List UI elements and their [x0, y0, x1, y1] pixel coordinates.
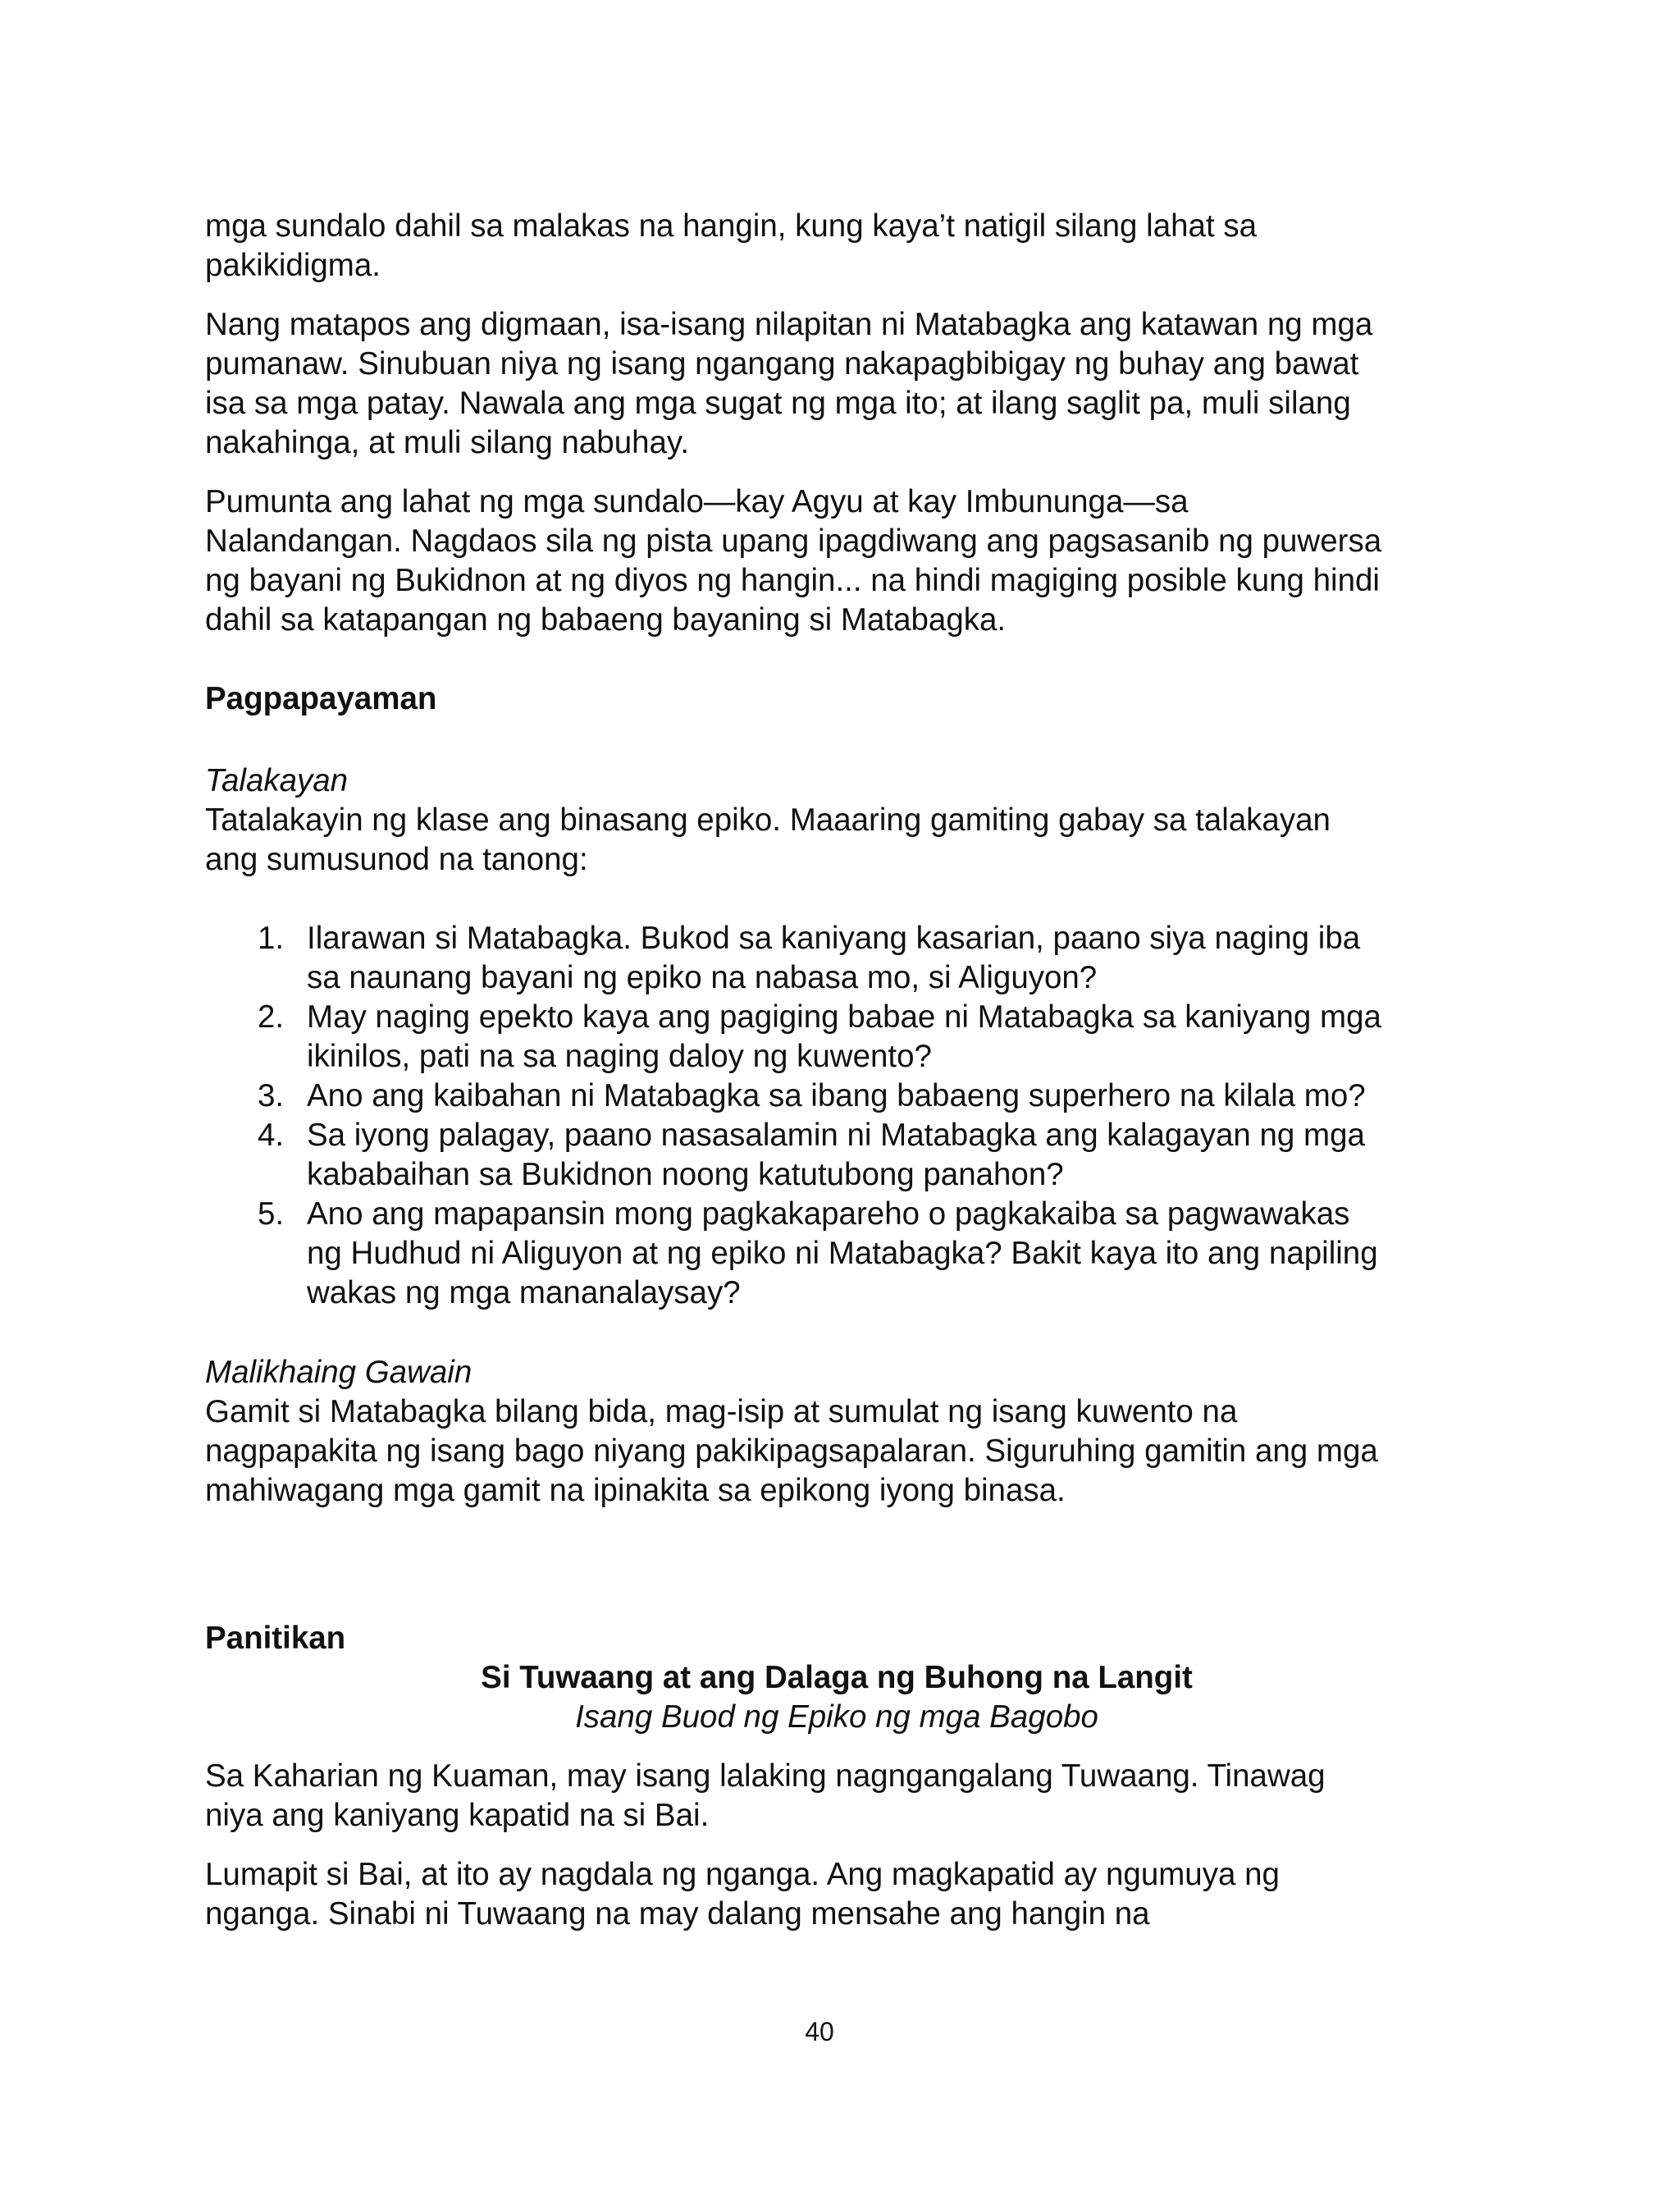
list-number: 4. — [258, 1118, 285, 1153]
story-title: Si Tuwaang at ang Dalaga ng Buhong na Langit — [481, 1660, 1193, 1695]
question-text: May naging epekto kaya ang pagiging babae ni Matabagka sa kaniyang mga ikinilos, pati na sa naging daloy ng kuwento? — [307, 999, 1381, 1074]
question-text: Ilarawan si Matabagka. Bukod sa kaniyang kasarian, paano siya naging iba sa naunang bayani ng epiko na nabasa mo, si Aliguyon? — [307, 921, 1361, 995]
body-paragraph: Sa Kaharian ng Kuaman, may isang lalaking nagngangalang Tuwaang. Tinawag niya ang kaniyang kapatid na si Bai. — [205, 1758, 1326, 1833]
body-paragraph: mga sundalo dahil sa malakas na hangin, kung kaya’t natigil silang lahat sa pakikidigma. — [205, 208, 1258, 283]
section-heading-panitikan: Panitikan — [205, 1621, 346, 1656]
list-item — [258, 998, 1386, 1077]
story-subtitle: Isang Buod ng Epiko ng mga Bagobo — [575, 1699, 1098, 1735]
list-item — [258, 1077, 1386, 1116]
list-item — [258, 1116, 1386, 1195]
subheading-talakayan: Talakayan — [205, 763, 349, 798]
talakayan-intro: Tatalakayin ng klase ang binasang epiko. Maaaring gamiting gabay sa talakayan ang sumusunod na tanong: — [205, 802, 1331, 877]
section-heading-pagpapayaman: Pagpapayaman — [205, 681, 437, 716]
body-paragraph: Lumapit si Bai, at ito ay nagdala ng nganga. Ang magkapatid ay ngumuya ng nganga. Sinabi ni Tuwaang na may dalang mensahe ang hangin na — [205, 1857, 1280, 1932]
question-text: Ano ang kaibahan ni Matabagka sa ibang babaeng superhero na kilala mo? — [307, 1078, 1366, 1113]
list-item — [258, 1195, 1386, 1313]
discussion-question-list — [205, 919, 1386, 1313]
body-paragraph: Pumunta ang lahat ng mga sundalo—kay Agyu at kay Imbununga—sa Nalandangan. Nagdaos sila ng pista upang ipagdiwang ang pagsasanib ng puwersa ng bayani ng Bukidnon at ng diyos ng hangin... na hindi magiging posible kung hindi dahil sa katapangan ng babaeng bayaning si Matabagka. — [205, 484, 1382, 638]
list-item — [258, 919, 1386, 998]
list-number: 5. — [258, 1196, 285, 1232]
list-number: 1. — [258, 921, 285, 956]
subheading-malikhaing-gawain: Malikhaing Gawain — [205, 1355, 472, 1390]
gawain-text: Gamit si Matabagka bilang bida, mag-isip at sumulat ng isang kuwento na nagpapakita ng isang bago niyang pakikipagsapalaran. Siguruhing gamitin ang mga mahiwagang mga gamit na ipinakita sa epikong iyong binasa. — [205, 1394, 1378, 1508]
question-text: Sa iyong palagay, paano nasasalamin ni Matabagka ang kalagayan ng mga kababaihan sa Bukidnon noong katutubong panahon? — [307, 1118, 1365, 1192]
list-number: 2. — [258, 999, 285, 1035]
body-paragraph: Nang matapos ang digmaan, isa-isang nilapitan ni Matabagka ang katawan ng mga pumanaw. Sinubuan niya ng isang ngangang nakapagbibigay ng buhay ang bawat isa sa mga patay. Nawala ang mga sugat ng mga ito; at ilang saglit pa, muli silang nakahinga, at muli silang nabuhay. — [205, 307, 1373, 460]
document-page — [205, 207, 1386, 1954]
page-number: 40 — [805, 2017, 834, 2046]
question-text: Ano ang mapapansin mong pagkakapareho o pagkakaiba sa pagwawakas ng Hudhud ni Aliguyon at ng epiko ni Matabagka? Bakit kaya ito ang napiling wakas ng mga mananalaysay? — [307, 1196, 1378, 1310]
list-number: 3. — [258, 1078, 285, 1113]
